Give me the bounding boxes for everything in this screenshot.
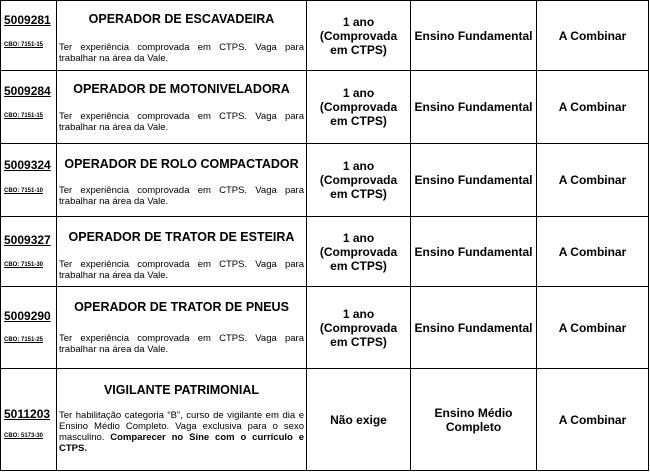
- job-description-cell: [57, 71, 307, 144]
- salary-text: A Combinar: [558, 320, 627, 335]
- experience-cell: [307, 217, 411, 287]
- job-description-cell: [57, 1, 307, 71]
- job-code: 5009290: [4, 309, 51, 323]
- education-cell: [411, 287, 537, 369]
- experience-text: Não exige: [330, 412, 387, 427]
- job-title: OPERADOR DE ROLO COMPACTADOR: [64, 157, 299, 171]
- cbo-code: CBO: 7151-30: [4, 262, 44, 268]
- job-row: [1, 71, 649, 144]
- job-description-cell: [57, 217, 307, 287]
- job-code: 5009281: [4, 13, 51, 27]
- job-requirements: Ter experiência comprovada em CTPS. Vaga para trabalhar na área da Vale.: [59, 42, 304, 64]
- experience-text: 1 ano (Comprovada em CTPS): [319, 14, 398, 57]
- education-text: Ensino Fundamental: [414, 320, 533, 335]
- job-requirements: Ter experiência comprovada em CTPS. Vaga para trabalhar na área da Vale.: [59, 259, 304, 281]
- experience-cell: [307, 144, 411, 217]
- job-title: VIGILANTE PATRIMONIAL: [103, 383, 260, 397]
- experience-cell: [307, 71, 411, 144]
- salary-cell: [537, 369, 649, 471]
- job-description-cell: [57, 144, 307, 217]
- job-code-cell: [1, 217, 57, 287]
- job-code-cell: [1, 287, 57, 369]
- job-code-cell: [1, 144, 57, 217]
- job-title: OPERADOR DE TRATOR DE PNEUS: [74, 300, 289, 314]
- experience-text: 1 ano (Comprovada em CTPS): [319, 159, 398, 201]
- job-code-cell: [1, 71, 57, 144]
- experience-text: 1 ano (Comprovada em CTPS): [319, 306, 398, 349]
- job-code: 5009327: [4, 233, 51, 247]
- cbo-code: CBO: 7151-25: [4, 337, 44, 343]
- job-row: [1, 287, 649, 369]
- education-text: Ensino Médio Completo: [434, 405, 513, 434]
- education-cell: [411, 144, 537, 217]
- job-title: OPERADOR DE TRATOR DE ESTEIRA: [68, 230, 295, 244]
- education-text: Ensino Fundamental: [414, 28, 533, 43]
- salary-cell: [537, 217, 649, 287]
- experience-text: 1 ano (Comprovada em CTPS): [319, 86, 398, 128]
- education-cell: [411, 369, 537, 471]
- job-row: [1, 217, 649, 287]
- job-description-cell: [57, 369, 307, 471]
- job-code: 5009324: [4, 158, 51, 172]
- job-requirements: Ter experiência comprovada em CTPS. Vaga para trabalhar na área da Vale.: [59, 333, 304, 355]
- salary-text: A Combinar: [558, 173, 627, 187]
- salary-cell: [537, 287, 649, 369]
- experience-text: 1 ano (Comprovada em CTPS): [319, 230, 398, 273]
- job-row: [1, 369, 649, 471]
- education-cell: [411, 1, 537, 71]
- cbo-code: CBO: 7151-15: [4, 42, 44, 48]
- salary-cell: [537, 1, 649, 71]
- job-code: 5009284: [4, 84, 51, 98]
- job-description-cell: [57, 287, 307, 369]
- cbo-code: CBO: 5173-30: [4, 433, 44, 439]
- job-requirements: Ter habilitação categoria “B”, curso de vigilante em dia e Ensino Médio Completo. Vaga exclusiva para o sexo masculino. Comparecer no Sine com o currículo e CTPS.: [59, 410, 304, 454]
- job-row: [1, 144, 649, 217]
- salary-text: A Combinar: [558, 244, 627, 259]
- experience-cell: [307, 287, 411, 369]
- salary-text: A Combinar: [558, 100, 627, 114]
- experience-cell: [307, 1, 411, 71]
- job-requirements: Ter experiência comprovada em CTPS. Vaga para trabalhar na área da Vale.: [59, 185, 304, 207]
- education-cell: [411, 71, 537, 144]
- education-text: Ensino Fundamental: [414, 244, 533, 259]
- salary-text: A Combinar: [558, 28, 627, 43]
- salary-text: A Combinar: [558, 412, 627, 427]
- education-text: Ensino Fundamental: [414, 100, 533, 114]
- job-requirements: Ter experiência comprovada em CTPS. Vaga para trabalhar na área da Vale.: [59, 111, 304, 133]
- cbo-code: CBO: 7151-15: [4, 113, 44, 119]
- job-code-cell: [1, 1, 57, 71]
- job-title: OPERADOR DE ESCAVADEIRA: [88, 12, 275, 26]
- salary-cell: [537, 71, 649, 144]
- cbo-code: CBO: 7151-10: [4, 188, 44, 194]
- salary-cell: [537, 144, 649, 217]
- job-code: 5011203: [4, 407, 51, 421]
- job-code-cell: [1, 369, 57, 471]
- experience-cell: [307, 369, 411, 471]
- education-cell: [411, 217, 537, 287]
- job-title: OPERADOR DE MOTONIVELADORA: [73, 82, 290, 96]
- education-text: Ensino Fundamental: [414, 173, 533, 187]
- job-row: [1, 1, 649, 71]
